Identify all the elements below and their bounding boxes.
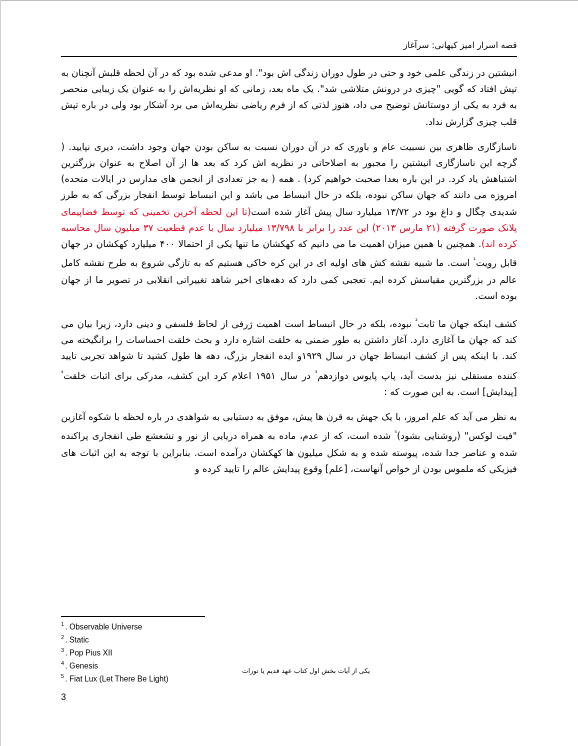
footnote-text: . Genesis [65,661,98,671]
footnote-text: . Observable Universe [65,622,143,632]
footnote-item [61,633,281,646]
paragraph-text: انیشتین در زندگی علمی خود و حتی در طول دوران زندگی اش بود". او مدعی شده بود که در آن لحظه قلبش آنچنان به تپش افتاد که گویی "چیزی در درونش متلاشی شد". یک ماه بعد، زمانی که او نظریه‌اش را به عنوان یک زیبایی منحصر به فرد به یکی از دوستانش توضیح می داد، هنوز لذتی که از فرم ریاضی نظریه‌اش می برد آشکار بود ولی در باره تپش قلب چیزی گزارش نداد. [61,68,517,128]
footnote-item [61,620,281,633]
page-number: 3 [61,692,67,702]
page-frame-left [0,0,1,746]
paragraph-text: [پیدایش] است. به این صورت که : [383,386,517,398]
footnote-ref: ² [415,317,418,325]
footnote-number: 1 [61,622,65,628]
page-frame-top [0,0,578,1]
footnote-separator [61,616,205,617]
footnote-text: . Fiat Lux (Let There Be Light) [65,674,169,684]
footnote-number: 4 [61,661,65,667]
paragraph-text: نبوده، بلکه در حال انبساط است اهمیت ژرفی از لحاظ فلسفی و دینی دارد، زیرا بیان می کند که جهان ما آغازی دارد. آغاز داشتن به طور ضمنی به خلقت اشاره دارد و بحث خلقت احساسات را برانگیخته می کند. با اینکه پس از کشف انبساط جهان در سال ۱۹۲۹و ایده انفجار بزرگ، دهه ها طول کشید تا شواهد تجربی تایید کننده مستقلی نیز بدست آید، پاپ پایوس دوازدهم [61,319,517,382]
footnote-ref: ³ [315,369,318,377]
paragraph [61,410,517,478]
footnote-ref: ⁴ [61,369,64,377]
highlighted-text: (تا این لحظه آخرین تخمینی که توسط فضاپیمای پلانک صورت گرفته (۲۱ مارس ۲۰۱۳) این عدد را برابر با ۱۳/۷۹۸ میلیارد سال با عدم قطعیت ۳۷ میلیون سال محاسبه کرده اند) [61,206,518,251]
footnote-ref: ¹ [473,257,476,265]
footnote-number: 5 [61,674,65,680]
paragraph-text: در سال ۱۹۵۱ اعلام کرد این کشف، مدرکی برای اثبات خلقت [63,370,316,382]
paragraph-text: . همچنین با همین میزان اهمیت ما می دانیم که کهکشان ما تنها یکی از احتمالا ۴۰۰ میلیارد کهکشان در جهان قابل رویت [61,239,517,270]
paragraph-text: کشف اینکه جهان ما ثابت [417,319,517,331]
paragraph-text: به نظر می آید که علم امروز، با یک جهش به قرن ها پیش، موفق به دستیابی به شواهدی در باره لحظه با شکوه آغازین "فیت لوکس" (روشنایی بشود) [61,412,517,443]
footnote-annotation: یکی از آیات بخش اول کتاب عهد قدیم یا تورات [242,667,370,675]
footnote-text: . Static [65,635,89,645]
footnote-item [61,646,281,659]
footnote-text: . Pop Pius XII [65,648,113,658]
paragraph-text: شده است، که از عدم، ماده به همراه دریایی از نور و تشعشع طی انفجاری پراکنده شده و عناصر جدا شده، پیوسته شده و به شکل میلیون ها کهکشان درآمده است. بنابراین با توجه به این اثبات های فیزیکی که ملموس بودن از خواص آنهاست، [علم] وقوع پیدایش عالم را تایید کرده و [61,431,517,475]
footnote-number: 2 [61,635,65,641]
paragraph [61,66,517,131]
paragraph [61,140,517,305]
body-text [61,66,517,487]
running-header: قصه اسرار امیز کیهانی: سرآغاز [403,41,517,51]
paragraph [61,314,517,401]
footnote-ref: ⁵ [394,430,397,438]
paragraph-text: است. ما شبیه نقشه کش های اولیه ای در این کره خاکی هستیم که به تازگی شروع به طرح نقشه کامل عالم در بزرگترین مقیاسش کرده ایم. تعجبی کمی دارد که دهه‌های اخیر شاهد تغییراتی انقلابی در تصویر ما از جهان بوده است. [61,258,517,302]
paragraph-text: ناسازگاری ظاهری بین نسبیت عام و باوری که در آن دوران نسبت به ساکن بودن جهان وجود داشت، دیری نپایید. ( گرچه این ناسازگاری انیشتین را مجبور به اصلاحاتی در نظریه اش کرد که بعد ها از آن اصلاح به عنوان بزرگترین اشتباهش یاد کرد. در این باره بعدا صحبت خواهیم کرد) . همه ( به جز تعدادی از انجمن های مدارس در ایالات متحده) امروزه می دانند که جهان ساکن نبوده، بلکه در حال انبساط می باشد و این انبساط توسط انفجار بزرگی که به طرز شدیدی چگال و داغ بود در ۱۳/۷۲ میلیارد سال پیش آغاز شده است [61,141,517,218]
header-rule [61,56,517,57]
footnote-number: 3 [61,648,65,654]
